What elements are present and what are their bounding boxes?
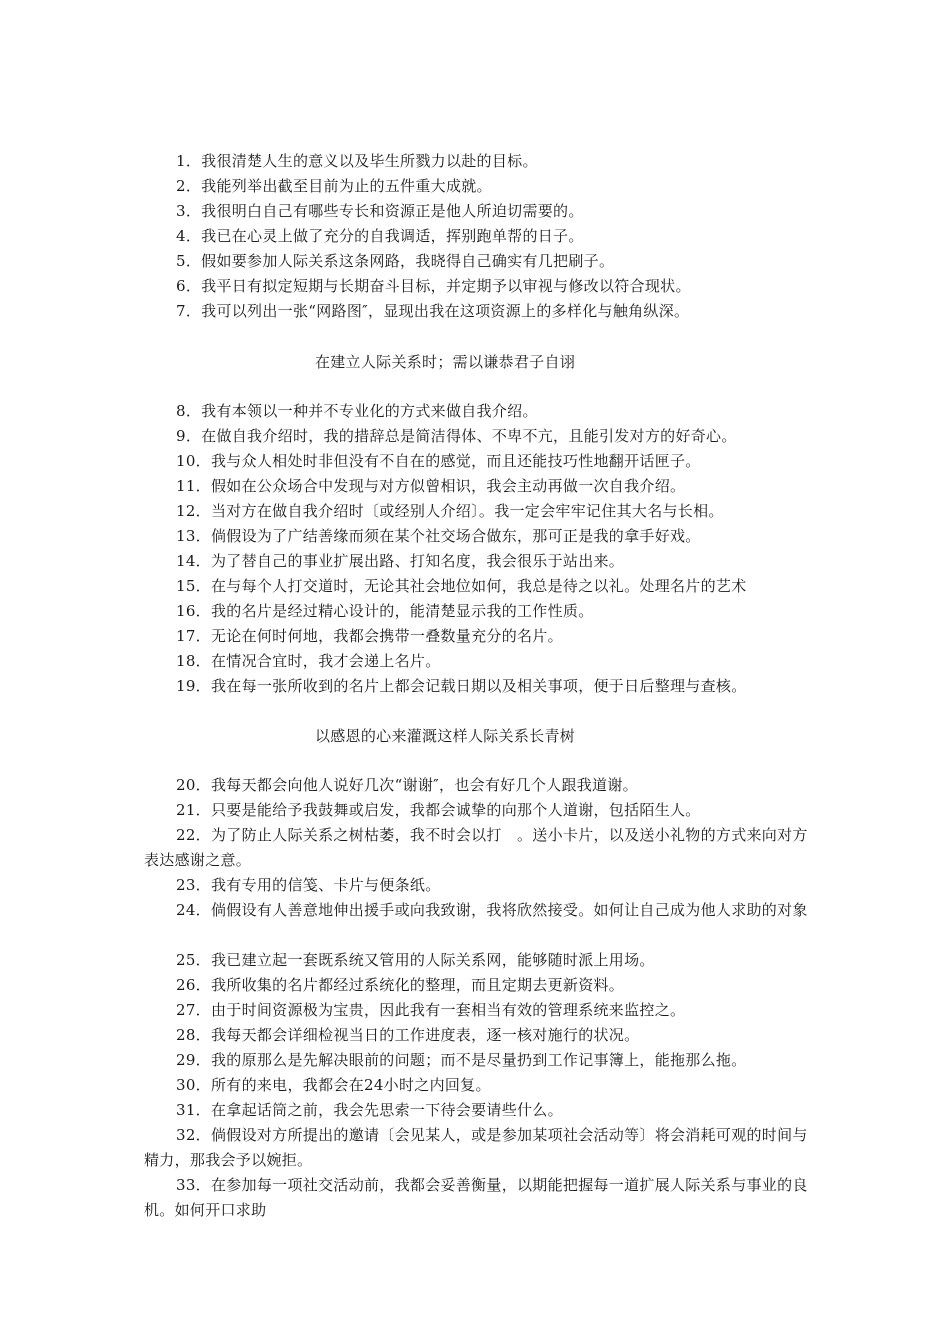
list-item: 30．所有的来电，我都会在24小时之内回复。 bbox=[176, 1076, 491, 1094]
list-item: 11．假如在公众场合中发现与对方似曾相识，我会主动再做一次自我介绍。 bbox=[176, 477, 686, 495]
list-item: 1．我很清楚人生的意义以及毕生所戮力以赴的目标。 bbox=[176, 152, 538, 170]
list-item: 26．我所收集的名片都经过系统化的整理，而且定期去更新资料。 bbox=[176, 976, 625, 994]
list-item: 20．我每天都会向他人说好几次“谢谢″，也会有好几个人跟我道谢。 bbox=[176, 776, 638, 794]
section-heading: 在建立人际关系时；需以谦恭君子自诩 bbox=[314, 353, 576, 371]
list-item: 24．倘假设有人善意地伸出援手或向我致谢，我将欣然接受。如何让自己成为他人求助的对象 bbox=[176, 901, 808, 919]
list-item: 12．当对方在做自我介绍时〔或经别人介绍〕。我一定会牢牢记住其大名与长相。 bbox=[176, 502, 724, 520]
list-item: 9．在做自我介绍时，我的措辞总是简洁得体、不卑不亢，且能引发对方的好奇心。 bbox=[176, 427, 737, 445]
list-item: 22．为了防止人际关系之树枯萎，我不时会以打 。送小卡片，以及送小礼物的方式来向对方表达感谢之意。 bbox=[144, 826, 808, 869]
list-item: 18．在情况合宜时，我才会递上名片。 bbox=[176, 652, 441, 670]
list-item: 15．在与每个人打交道时，无论其社会地位如何，我总是待之以礼。处理名片的艺术 bbox=[176, 577, 747, 595]
list-item: 29．我的原那么是先解决眼前的问题；而不是尽量扔到工作记事簿上，能拖那么拖。 bbox=[176, 1051, 747, 1069]
list-item: 5．假如要参加人际关系这条网路，我晓得自己确实有几把刷子。 bbox=[176, 252, 615, 270]
list-item: 27．由于时间资源极为宝贵，因此我有一套相当有效的管理系统来监控之。 bbox=[176, 1001, 686, 1019]
list-item: 13．倘假设为了广结善缘而须在某个社交场合做东，那可正是我的拿手好戏。 bbox=[176, 527, 701, 545]
list-item: 3．我很明白自己有哪些专长和资源正是他人所迫切需要的。 bbox=[176, 202, 584, 220]
list-item: 16．我的名片是经过精心设计的，能清楚显示我的工作性质。 bbox=[176, 602, 594, 620]
list-item: 33．在参加每一项社交活动前，我都会妥善衡量，以期能把握每一道扩展人际关系与事业的良机。如何开口求助 bbox=[144, 1176, 808, 1219]
list-item: 28．我每天都会详细检视当日的工作进度表，逐一核对施行的状况。 bbox=[176, 1026, 640, 1044]
list-item: 32．倘假设对方所提出的邀请〔会见某人，或是参加某项社会活动等〕将会消耗可观的时间与精力，那我会予以婉拒。 bbox=[144, 1126, 808, 1169]
list-item: 19．我在每一张所收到的名片上都会记载日期以及相关事项，便于日后整理与查核。 bbox=[176, 677, 747, 695]
list-item: 23．我有专用的信笺、卡片与便条纸。 bbox=[176, 876, 441, 894]
list-item: 7．我可以列出一张“网路图″，显现出我在这项资源上的多样化与触角纵深。 bbox=[176, 302, 690, 320]
list-item: 25．我已建立起一套既系统又管用的人际关系网，能够随时派上用场。 bbox=[176, 951, 655, 969]
list-item: 14．为了替自己的事业扩展出路、打知名度，我会很乐于站出来。 bbox=[176, 552, 625, 570]
list-item: 31．在拿起话筒之前，我会先思索一下待会要请些什么。 bbox=[176, 1101, 563, 1119]
list-item: 2．我能列举出截至目前为止的五件重大成就。 bbox=[176, 177, 492, 195]
list-item: 21．只要是能给予我鼓舞或启发，我都会诚挚的向那个人道谢，包括陌生人。 bbox=[176, 801, 701, 819]
list-item: 6．我平日有拟定短期与长期奋斗目标，并定期予以审视与修改以符合现状。 bbox=[176, 277, 691, 295]
section-heading: 以感恩的心来灌溉这样人际关系长青树 bbox=[314, 727, 576, 745]
list-item: 10．我与众人相处时非但没有不自在的感觉，而且还能技巧性地翻开话匣子。 bbox=[176, 452, 701, 470]
list-item: 17．无论在何时何地，我都会携带一叠数量充分的名片。 bbox=[176, 627, 563, 645]
list-item: 4．我已在心灵上做了充分的自我调适，挥别跑单帮的日子。 bbox=[176, 227, 584, 245]
list-item: 8．我有本领以一种并不专业化的方式来做自我介绍。 bbox=[176, 402, 538, 420]
